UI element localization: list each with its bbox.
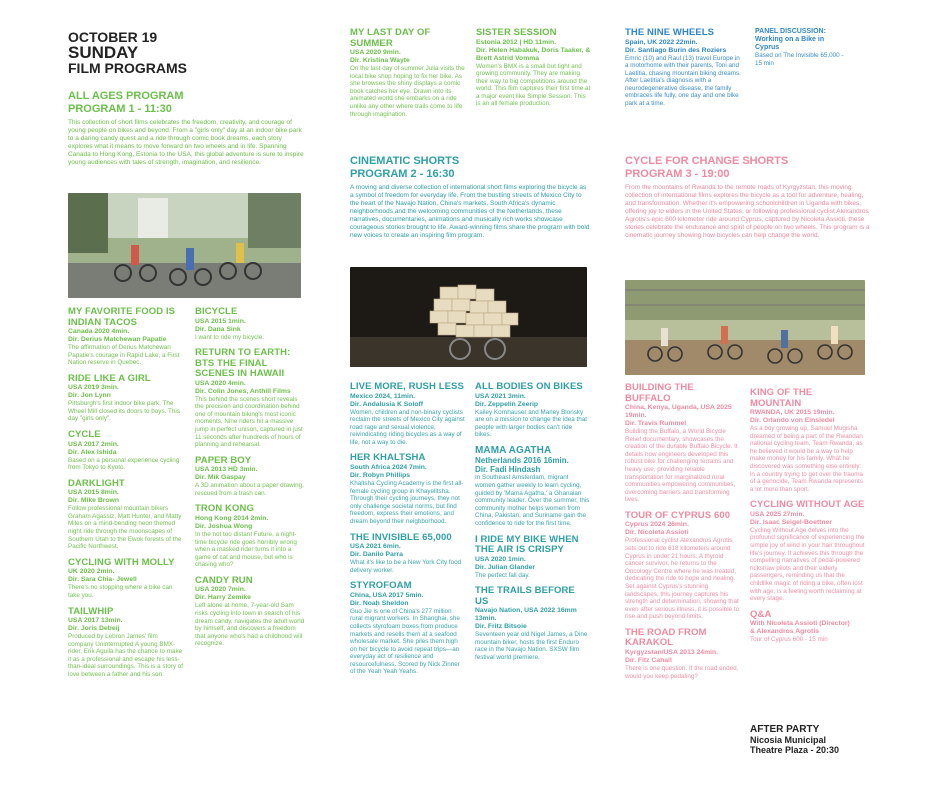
film-card [195, 307, 308, 341]
film-title: CANDY RUN [195, 574, 253, 586]
film-meta: South Africa 2024 7min. [350, 463, 427, 471]
film-description: Seventeen year old Nigel James, a Dine mountain biker, hosts the first Enduro race in the Navajo Nation. SXSW film festival world premiere. [475, 631, 588, 661]
program-3-films-right [750, 388, 865, 651]
film-director: Dir. Kristina Wayte [350, 57, 410, 64]
film-meta: USA 2021 6min. [350, 543, 401, 551]
film-meta: RWANDA, UK 2015 19min. [750, 409, 835, 416]
film-title: RIDE LIKE A GIRL [68, 372, 151, 384]
program-2-block [350, 155, 590, 240]
film-director: Dir. Fitz Cahall [625, 656, 672, 664]
film-description: There's no stopping where a bike can take you. [68, 584, 173, 599]
film-title: KING OF THE MOUNTAIN [750, 387, 813, 409]
after-party-title: AFTER PARTY [750, 724, 820, 735]
film-director: Dir. Fadi Hindash [475, 465, 541, 475]
film-meta: Mexico 2024, 11min. [350, 392, 415, 400]
film-director: Dir. Sara Chia- Jewell [68, 576, 137, 584]
film-director: Dir. Noah Sheldon [350, 599, 409, 607]
film-title: BICYCLE [195, 306, 238, 317]
film-card [350, 453, 465, 525]
film-description: Follow professional mountain bikers Graham Agassiz, Matt Hunter, and Matty Miles on a mind-bending neon themed night ride through the moonscapes of Southern Utah to the Ewok forests of the Pacific Northwest. [68, 505, 182, 551]
film-title: MY LAST DAY OF SUMMER [350, 27, 431, 49]
after-party-line-2: Theatre Plaza - 20:30 [750, 745, 840, 755]
film-card [475, 446, 590, 528]
film-meta: USA 2015 1min. [195, 317, 246, 325]
film-meta: Hong Kong 2014 2min. [195, 514, 269, 522]
film-meta: China, USA 2017 5min. [350, 591, 424, 599]
film-director: Dir. Travis Rummel [625, 420, 687, 427]
program-3-films-left [625, 383, 740, 687]
film-title: BUILDING THE BUFFALO [625, 382, 694, 404]
program-3-subtitle: PROGRAM 3 - 19:00 [625, 168, 730, 180]
film-meta: Estonia 2012 | HD 11min. [476, 38, 557, 46]
film-card [195, 504, 308, 568]
film-director: Dir. Helen Habakuk, Doris Taaker, & Brett Astrid Vomma [476, 46, 591, 62]
panel-subtitle: Working on a Bike in Cyprus [755, 36, 825, 51]
film-card [68, 479, 184, 551]
film-title: LIVE MORE, RUSH LESS [350, 381, 464, 392]
film-title: SISTER SESSION [476, 27, 557, 38]
program-2-films-right [475, 382, 590, 669]
film-meta: USA 2015 8min. [68, 489, 119, 497]
film-meta: USA 2020 9min. [350, 49, 401, 56]
film-description: A 3D animation about a paper drawing, rescued from a trash can. [195, 482, 304, 497]
film-description: Based on a personal experience cycling from Tokyo to Kyoto. [68, 456, 180, 472]
film-description: The affirmation of Derius Matchewan Papatie's courage in Rapid Lake, a First Nation reserve in Quebec. [68, 344, 180, 367]
program-1-films-left [68, 307, 184, 686]
film-title: MAMA AGATHA [475, 444, 552, 456]
film-card [750, 500, 865, 602]
film-description: Building the Buffalo, a World Bicycle Relief documentary, showcases the creation of the durable Buffalo Bicycle. It details how engineers developed this robust bike for challenging terrains and heavy use, providing reliable transportation for marginalized rural communities empowering communities, overcoming barriers and transforming lives. [625, 428, 738, 504]
film-meta: UK 2020 2min. [68, 568, 115, 576]
program-1-title: ALL AGES PROGRAM [68, 90, 184, 102]
film-card [68, 558, 184, 600]
film-description: I want to ride my bicycle. [195, 333, 264, 341]
film-description: There is one question. If the road ended, would you keep pedaling? [625, 664, 739, 680]
film-description: Emric (10) and Raul (13) travel Europe in a motorhome with their parents, Toni and Laetitia, chasing mountain biking dreams. After Laetitia's diagnosis with a neurodegenerative disease, the family embraces life fully, one day and one bike park at a time. [625, 54, 741, 108]
film-title: STYROFOAM [350, 580, 412, 592]
page-header [68, 30, 268, 76]
film-card [475, 535, 590, 580]
film-title: DARKLIGHT [68, 477, 125, 489]
film-title: CYCLING WITH MOLLY [68, 556, 175, 568]
program-1-subtitle: PROGRAM 1 - 11:30 [68, 103, 172, 115]
film-card [350, 382, 465, 446]
film-description: On the last day of summer Julia visits the local bike shop hoping to fix her bike. As she browses the shiny displays a comic book catches her eye. Drawn into its animated world she embarks on a ride unlike any other where trails come to life through imagination. [350, 65, 465, 118]
foam-boxes-photo [350, 267, 587, 367]
panel-discussion [755, 28, 845, 67]
film-meta: USA 2020 7min. [195, 586, 246, 594]
film-card [68, 607, 184, 679]
film-director: Dir. Mik Gaspay [195, 474, 246, 482]
film-meta: USA 2020 4min. [195, 379, 246, 387]
film-card [350, 533, 465, 575]
program-1-description: This collection of short films celebrates the freedom, creativity, and courage of young people on bikes and beyond. From a "girls only" day at an indoor bike park to a daring candy quest and a ride through comic book dreams, each story explores what it means to move forward on two wheels and in life. Spanning Canada to Hong Kong, Estonia to the USA, this global adventure is sure to inspire young audiences with tales of strength, imagination, and resilience. [68, 119, 304, 166]
film-title: CYCLING WITHOUT AGE [750, 499, 865, 511]
film-title: THE TRAILS BEFORE US [475, 585, 575, 607]
panel-title: PANEL DISCUSSION: [755, 28, 826, 35]
film-title: THE ROAD FROM KARAKOL [625, 626, 707, 649]
film-description: In the not too distant Future, a night-time bicycle ride goes horribly wrong when a masked rider turns it into a game of cat and mouse, but who is chasing who? [195, 530, 297, 569]
film-description: Guo Jie is one of China's 277 million rural migrant workers. In Shanghai, she collects styrofoam boxes from produce markets and resells them at a seafood wholesale market. She piles them high on her bicycle to avoid repeat trips—an everyday act of resilience and resourcefulness. Scored by Nick Zinner of the Yeah Yeah Yeahs. [350, 607, 460, 676]
film-description: In Southeast Amsterdam, migrant women gather weekly to learn cycling, guided by 'Mama Agatha,' a Ghanaian community leader. Over the summer, this community mother helps women from China, Pakistan, and Suriname gain the confidence to ride for the first time. [475, 474, 590, 527]
qa-line-2: & Alexandros Agrotis [750, 628, 819, 636]
film-meta: Spain, UK 2022 22min. [625, 38, 698, 46]
film-description: Cycling Without Age delves into the profound significance of experiencing the simple joy of wind in your hair throughout life's journey. It achieves this through the compelling narratives of pedal-powered rickshaw pilots and their elderly passengers, reminding us that the childlike magic of riding a bike, often lost with age, is a feeling worth reclaiming at every stage. [750, 526, 865, 603]
film-meta: China, Kenya, Uganda, USA 2025 19min. [625, 404, 732, 419]
film-card [350, 581, 465, 676]
film-card [750, 388, 865, 493]
qa-line-3: Tour of Cyprus 600 - 15 min [750, 636, 828, 644]
film-description: What it's like to be a New York City food delivery worker. [350, 559, 462, 574]
film-card [68, 307, 184, 367]
film-director: Dir. Mike Brown [68, 497, 119, 505]
film-card [625, 511, 740, 621]
film-director: Dir. Jon Lynn [68, 392, 111, 400]
film-meta: USA 2017 2min. [68, 440, 119, 448]
film-card [475, 586, 590, 661]
film-description: Khaltsha Cycling Academy is the first all-female cycling group in Khayelitsha. Through their cycling journeys, they not only challenge societal norms, but find freedom, express their emotions, and dream beyond their neighborhood. [350, 479, 464, 525]
film-description: Women's BMX is a small but tight and growing community. They are making their way to big competitions around the world. This film captures their first time at a major event like Simple Session. This is an all female production. [476, 62, 591, 108]
film-title: MY FAVORITE FOOD IS INDIAN TACOS [68, 306, 176, 328]
film-description: This behind the scenes short reveals the precision and coordination behind one of mountain biking's most iconic moments. Nine riders hit a massive jump in perfect unison, captured in just 11 seconds after hundreds of hours of planning and rehearsal. [195, 395, 303, 449]
film-director: Dir. Danilo Parra [350, 551, 403, 559]
panel-meta: Based on The Invisible 65,000 - 15 min [755, 52, 844, 67]
film-description: Produced by Lebron James' film company Uninterrupted A young BMX-rider, Erik Aguila has the chance to make it as a professional and escape his less-than-ideal surroundings. This is a story of love between a father and his son. [68, 633, 184, 678]
film-card [195, 348, 308, 449]
film-title: HER KHALTSHA [350, 452, 426, 464]
film-meta: Netherlands 2016 16min. [475, 456, 569, 466]
film-director: Dir. Andalusia K Soloff [350, 400, 424, 408]
film-card [195, 576, 308, 648]
film-title: ALL BODIES ON BIKES [475, 381, 583, 392]
film-title: RETURN TO EARTH: BTS THE FINAL SCENES IN HAWAII [195, 347, 291, 380]
film-meta: Navajo Nation, USA 2022 16mm 13min. [475, 607, 577, 623]
film-director: Dir. Alex Ishida [68, 448, 117, 456]
film-title: TRON KONG [195, 503, 254, 515]
after-party-line-1: Nicosia Municipal [750, 735, 827, 745]
program-2-description: A moving and diverse collection of international short films exploring the bicycle as a symbol of freedom for everyday life. From the bustling streets of Mexico City to the heart of the Navajo Nation, China's markets, South Africa's dynamic neighborhoods and the welcoming communities of the Netherlands, these narratives, documentaries, animations and musically rich works showcase courageous stories brought to life. Award-winning films share the program with bold new voices to create an inspiring film program. [350, 184, 590, 239]
film-card [625, 628, 740, 680]
film-director: Dir. Robyn Phillips [350, 471, 411, 479]
film-description: Professional cyclist Alexandros Agrotis sets out to ride 618 kilometers around Cyprus in under 21 hours. A thyroid cancer survivor, he returns to the Oncology Centre where he was treated, dedicating the ride to hope and healing. Set against Cyprus's stunning landscapes, this journey captures his strength and determination, showing that even after serious illness, it is possible to rise and push beyond limits. [625, 537, 740, 621]
film-meta: USA 2013 HD 3min. [195, 466, 258, 474]
program-1-films-right [195, 307, 308, 655]
qa-title: Q&A [750, 608, 772, 620]
film-meta: USA 2020 1min. [475, 555, 526, 563]
film-meta: USA 2025 27min. [750, 510, 805, 518]
film-card [195, 456, 308, 498]
qa-block [750, 610, 865, 644]
film-description: As a boy growing up, Samuel Mugisha dreamed of being a part of the Rwandan national cycling team, Team Rwanda, as he believed it would be a way to help make money for his family. What he discovered was something else entirely: in a country trying to get over the trauma of a genocide, Team Rwanda represents a lot more than sport. [750, 425, 864, 493]
film-director: Dir. Joshua Wong [195, 522, 253, 530]
film-director: Dir. Nicoleta Assioti [625, 529, 689, 537]
program-2-title: CINEMATIC SHORTS [350, 155, 460, 167]
film-title: TAILWHIP [68, 605, 114, 617]
film-director: Dir. Derius Matchewan Papatie [68, 336, 167, 343]
program-2-films-left [350, 382, 465, 683]
nine-wheels-film [625, 28, 743, 108]
film-title: CYCLE [68, 429, 101, 441]
film-meta: USA 2017 13min. [68, 617, 123, 624]
film-director: Dir. Colin Jones, Anthill Films [195, 387, 291, 395]
film-title: THE NINE WHEELS [625, 27, 715, 38]
film-director: Dir. Joris Debeij [68, 625, 120, 632]
film-card [625, 383, 740, 504]
program-1-block [68, 90, 306, 167]
film-director: Dir. Dana Sink [195, 325, 241, 333]
film-description: Kailey Kornhauser and Marley Blonsky are on a mission to change the idea that people with larger bodies can't ride bikes. [475, 408, 588, 439]
film-description: Pittsburgh's first indoor bike park, The Wheel Mill closed its doors to boys. This day "girls only". [68, 400, 180, 423]
top-middle-film-2 [476, 28, 591, 108]
film-director: Dir. Zeppelin Zeerip [475, 400, 539, 408]
film-director: Dir. Orlando von Einsiedel [750, 417, 835, 424]
kids-cycling-photo [68, 193, 301, 298]
film-card [475, 382, 590, 439]
film-title: I RIDE MY BIKE WHEN THE AIR IS CRISPY [475, 533, 579, 556]
film-title: TOUR OF CYPRUS 600 [625, 509, 731, 521]
film-director: Dir. Harry Zemike [195, 594, 251, 602]
film-description: Women, children and non-binary cyclists reclaim the streets of Mexico City against road rage and sexual violence, reivindicating riding bicycles as a way of life, not a way to die. [350, 408, 465, 446]
program-3-description: From the mountains of Rwanda to the remote roads of Kyrgyzstan, this moving collection of international films explores the bicycle as a tool for adventure, healing, and transformation. Whether it's empowering schoolchildren in Uganda with bikes, offering joy to elders in the United States, or following professional cyclist Alexandros Agrotis's epic 600 kilometer ride around Cyprus, captured by Nicoleta Assioti, these stories celebrate the endurance and spirit of people on two wheels. This program is a cinematic journey showing how bicycles can help change the world. [625, 184, 870, 239]
program-3-block [625, 155, 870, 240]
film-meta: Kyrgyzstan/USA 2013 24min. [625, 648, 719, 656]
film-card [68, 374, 184, 423]
film-description: The perfect fall day. [475, 571, 530, 579]
header-date: OCTOBER 19 [68, 29, 158, 45]
gym-cyclists-photo [625, 280, 865, 375]
film-title: THE INVISIBLE 65,000 [350, 531, 452, 543]
after-party [750, 724, 880, 755]
film-meta: Cyprus 2024 26min. [625, 521, 689, 529]
film-description: Left alone at home, 7-year-old Sam risks cycling into town in search of his dream candy, navigates the adult world by himself, and discovers a freedom that anyone who's had a childhood will recognize. [195, 602, 305, 648]
top-middle-film-1 [350, 28, 465, 118]
header-day: SUNDAY [68, 43, 139, 62]
film-meta: USA 2021 3min. [475, 392, 526, 400]
program-3-title: CYCLE FOR CHANGE SHORTS [625, 155, 789, 167]
film-director: Dir. Julian Glander [475, 563, 536, 571]
film-meta: Canada 2020 4min. [68, 328, 130, 335]
film-meta: USA 2019 3min. [68, 384, 119, 392]
film-director: Dir. Isaac Seigel-Boettner [750, 518, 832, 526]
program-2-subtitle: PROGRAM 2 - 16:30 [350, 168, 455, 180]
film-director: Dir. Fritz Bitsoie [475, 623, 527, 631]
qa-line-1: With Nicoleta Assioti (Director) [750, 620, 850, 628]
header-subtitle: FILM PROGRAMS [68, 60, 187, 76]
film-director: Dir. Santiago Burin des Roziers [625, 46, 727, 54]
film-title: PAPER BOY [195, 454, 252, 466]
film-card [68, 430, 184, 472]
